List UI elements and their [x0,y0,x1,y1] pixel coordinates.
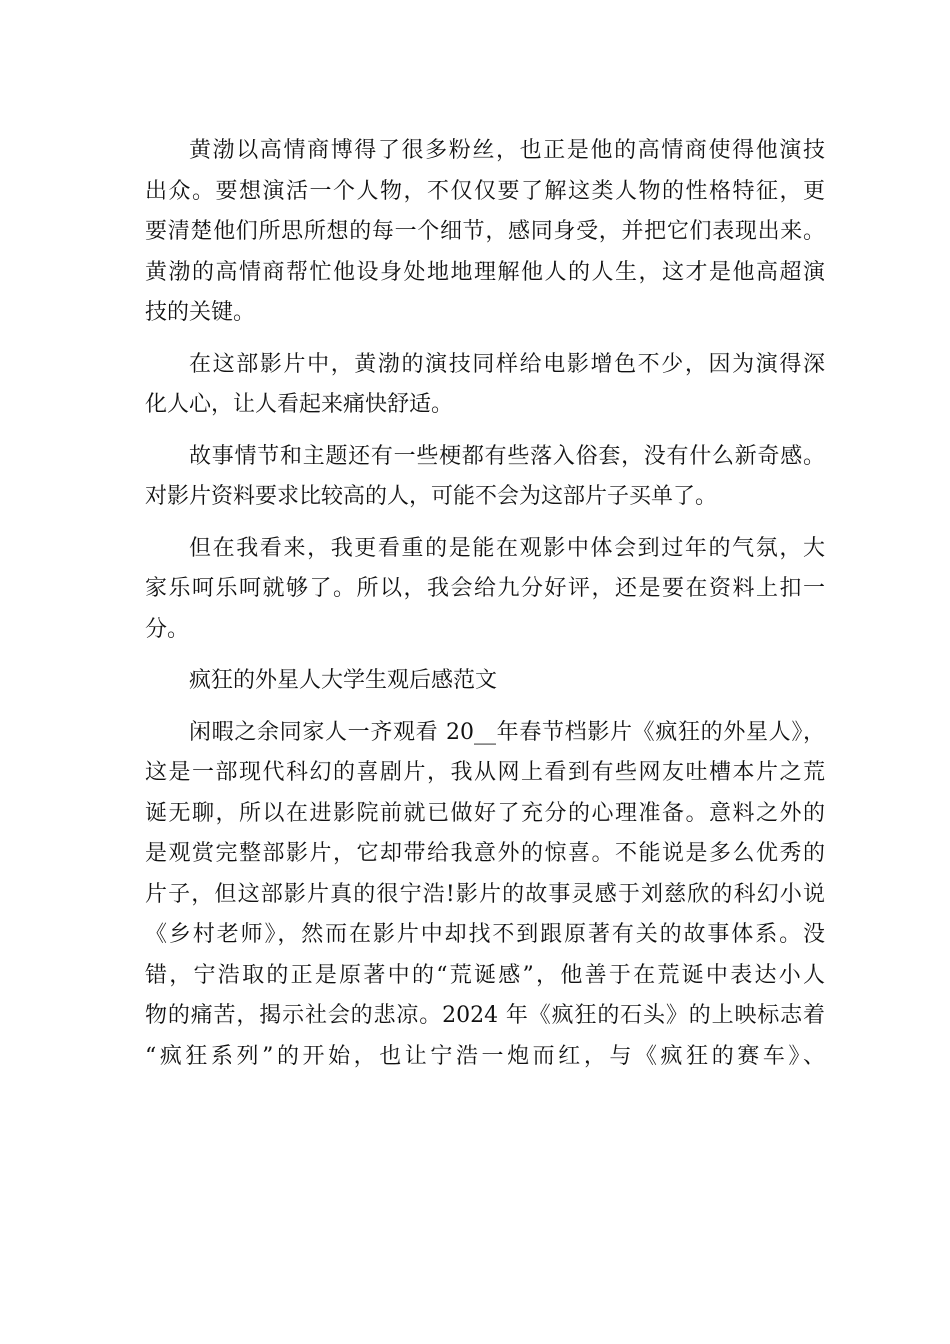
text-line: 闲暇之余同家人一齐观看 20__年春节档影片《疯狂的外星人》， [189,719,825,745]
text-line: 黄渤以高情商博得了很多粉丝，也正是他的高情商使得他演技 [189,138,825,163]
paragraph-1 [145,131,825,334]
text-line: 家乐呵乐呵就够了。所以，我会给九分好评，还是要在资料上扣一 [145,576,825,601]
text-line: 错，宁浩取的正是原著中的“荒诞感”，他善于在荒诞中表达小人 [145,962,825,988]
paragraph-gap [145,426,825,437]
text-line: “疯狂系列”的开始，也让宁浩一炮而红，与《疯狂的赛车》、 [145,1043,825,1069]
paragraph-4 [145,529,825,651]
text-line: 分。 [145,616,190,642]
text-line: 但在我看来，我更看重的是能在观影中体会到过年的气氛，大 [189,535,825,561]
text-line: 化人心，让人看起来痛快舒适。 [145,392,454,417]
paragraph-gap [145,518,825,529]
text-line: 要清楚他们所思所想的每一个细节，感同身受，并把它们表现出来。 [145,219,825,244]
paragraph-gap [145,702,825,713]
text-line: 诞无聊，所以在进影院前就已做好了充分的心理准备。意料之外的 [145,800,825,826]
text-line: 故事情节和主题还有一些梗都有些落入俗套，没有什么新奇感。 [189,443,825,469]
text-line: 技的关键。 [145,300,256,325]
text-line: 这是一部现代科幻的喜剧片，我从网上看到有些网友吐槽本片之荒 [145,760,825,785]
paragraph-2 [145,345,825,426]
text-line: 物的痛苦，揭示社会的悲凉。2024 年《疯狂的石头》的上映标志着 [145,1003,825,1028]
text-line: 是观赏完整部影片，它却带给我意外的惊喜。不能说是多么优秀的 [145,841,825,866]
document-body [145,131,825,1077]
text-line: 在这部影片中，黄渤的演技同样给电影增色不少，因为演得深 [189,351,825,377]
text-line: 片子，但这部影片真的很宁浩!影片的故事灵感于刘慈欣的科幻小说 [145,881,825,907]
paragraph-3 [145,437,825,518]
paragraph-gap [145,650,825,661]
text-line: 《乡村老师》，然而在影片中却找不到跟原著有关的故事体系。没 [145,922,825,947]
section-heading [145,661,825,702]
text-line: 出众。要想演活一个人物，不仅仅要了解这类人物的性格特征，更 [145,178,825,204]
heading-text: 疯狂的外星人大学生观后感范文 [189,668,498,693]
text-line: 对影片资料要求比较高的人，可能不会为这部片子买单了。 [145,484,718,509]
text-line: 黄渤的高情商帮忙他设身处地地理解他人的人生，这才是他高超演 [145,259,825,285]
paragraph-gap [145,334,825,345]
paragraph-5 [145,713,825,1078]
